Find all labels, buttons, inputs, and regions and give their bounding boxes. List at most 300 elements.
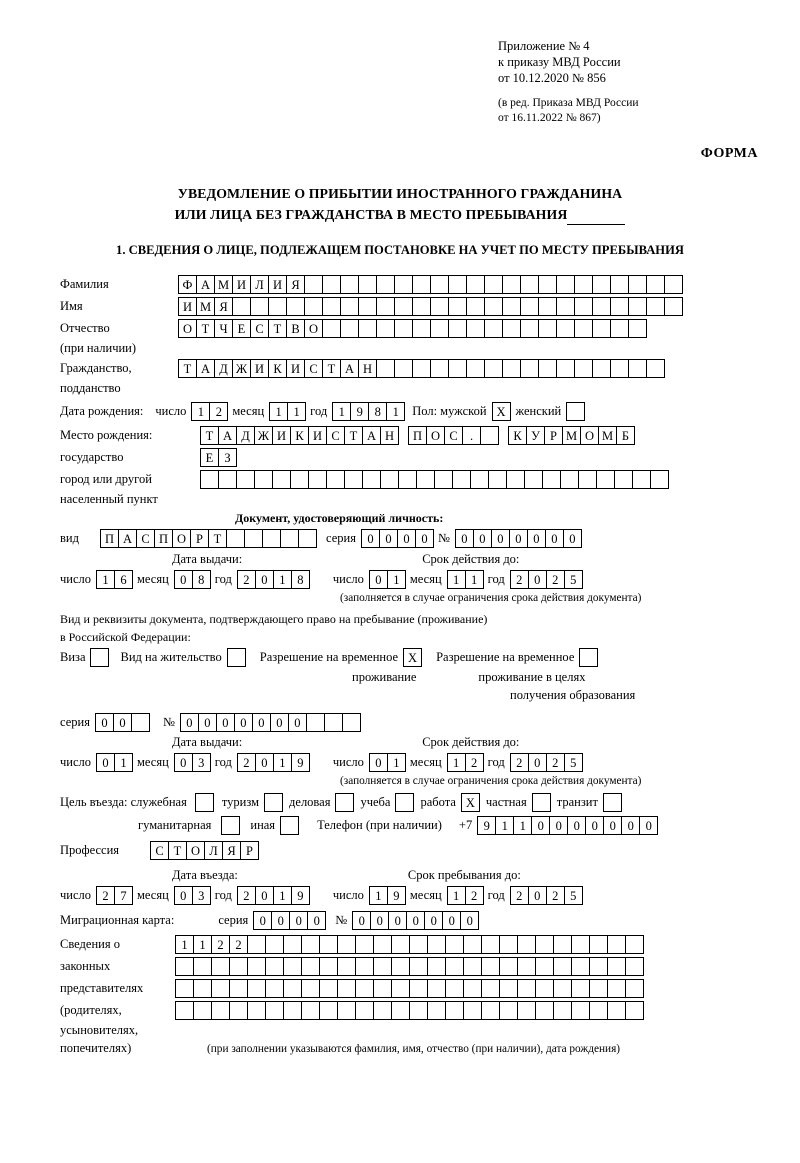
char-cell[interactable]: [376, 275, 395, 294]
char-cell[interactable]: [578, 470, 597, 489]
char-cell[interactable]: 0: [509, 529, 528, 548]
char-cell[interactable]: [394, 275, 413, 294]
char-cell[interactable]: 1: [447, 886, 466, 905]
char-cell[interactable]: [610, 297, 629, 316]
birthplace-input-row3[interactable]: [200, 470, 668, 489]
char-cell[interactable]: 0: [528, 570, 547, 589]
char-cell[interactable]: 2: [237, 753, 256, 772]
birth-day-input[interactable]: [191, 402, 227, 421]
char-cell[interactable]: 0: [252, 713, 271, 732]
char-cell[interactable]: К: [290, 426, 309, 445]
char-cell[interactable]: [628, 359, 647, 378]
char-cell[interactable]: З: [218, 448, 237, 467]
char-cell[interactable]: [484, 275, 503, 294]
char-cell[interactable]: С: [304, 359, 323, 378]
char-cell[interactable]: [592, 319, 611, 338]
char-cell[interactable]: [265, 979, 284, 998]
char-cell[interactable]: [301, 935, 320, 954]
permit-residence-checkbox[interactable]: [227, 648, 246, 667]
char-cell[interactable]: Р: [240, 841, 259, 860]
char-cell[interactable]: [340, 297, 359, 316]
char-cell[interactable]: 2: [237, 886, 256, 905]
char-cell[interactable]: 2: [510, 753, 529, 772]
char-cell[interactable]: 9: [387, 886, 406, 905]
char-cell[interactable]: [298, 529, 317, 548]
char-cell[interactable]: 2: [465, 886, 484, 905]
char-cell[interactable]: [466, 319, 485, 338]
char-cell[interactable]: [632, 470, 651, 489]
char-cell[interactable]: [262, 529, 281, 548]
char-cell[interactable]: 0: [174, 886, 193, 905]
char-cell[interactable]: 0: [491, 529, 510, 548]
char-cell[interactable]: [625, 979, 644, 998]
char-cell[interactable]: [463, 979, 482, 998]
char-cell[interactable]: [283, 957, 302, 976]
permit-valid-year-input[interactable]: [510, 753, 582, 772]
char-cell[interactable]: 1: [387, 753, 406, 772]
entry-month-input[interactable]: [174, 886, 210, 905]
char-cell[interactable]: 1: [465, 570, 484, 589]
char-cell[interactable]: [466, 297, 485, 316]
char-cell[interactable]: [520, 275, 539, 294]
char-cell[interactable]: О: [172, 529, 191, 548]
char-cell[interactable]: Ж: [254, 426, 273, 445]
migration-series-input[interactable]: [253, 911, 325, 930]
char-cell[interactable]: [211, 1001, 230, 1020]
birth-year-input[interactable]: [332, 402, 404, 421]
char-cell[interactable]: 0: [397, 529, 416, 548]
char-cell[interactable]: [463, 1001, 482, 1020]
char-cell[interactable]: [355, 1001, 374, 1020]
char-cell[interactable]: [574, 319, 593, 338]
char-cell[interactable]: [218, 470, 237, 489]
char-cell[interactable]: [358, 319, 377, 338]
char-cell[interactable]: 0: [95, 713, 114, 732]
char-cell[interactable]: [342, 713, 361, 732]
char-cell[interactable]: 5: [564, 753, 583, 772]
char-cell[interactable]: [481, 935, 500, 954]
char-cell[interactable]: Т: [344, 426, 363, 445]
char-cell[interactable]: [448, 359, 467, 378]
char-cell[interactable]: К: [508, 426, 527, 445]
identity-valid-day-input[interactable]: [369, 570, 405, 589]
char-cell[interactable]: [470, 470, 489, 489]
char-cell[interactable]: [229, 1001, 248, 1020]
char-cell[interactable]: Л: [250, 275, 269, 294]
birth-month-input[interactable]: [269, 402, 305, 421]
permit-temp-checkbox[interactable]: X: [403, 648, 422, 667]
char-cell[interactable]: .: [462, 426, 481, 445]
char-cell[interactable]: [481, 957, 500, 976]
char-cell[interactable]: Е: [232, 319, 251, 338]
char-cell[interactable]: [542, 470, 561, 489]
permit-series-input[interactable]: [95, 713, 149, 732]
char-cell[interactable]: [283, 1001, 302, 1020]
char-cell[interactable]: Р: [190, 529, 209, 548]
char-cell[interactable]: [319, 935, 338, 954]
permit-visa-checkbox[interactable]: [90, 648, 109, 667]
char-cell[interactable]: 0: [270, 713, 289, 732]
char-cell[interactable]: 2: [510, 570, 529, 589]
char-cell[interactable]: [571, 957, 590, 976]
purpose-tourism-checkbox[interactable]: [264, 793, 283, 812]
char-cell[interactable]: [427, 935, 446, 954]
char-cell[interactable]: [481, 979, 500, 998]
char-cell[interactable]: [556, 359, 575, 378]
char-cell[interactable]: [607, 1001, 626, 1020]
char-cell[interactable]: 1: [287, 402, 306, 421]
char-cell[interactable]: Д: [236, 426, 255, 445]
char-cell[interactable]: 0: [455, 529, 474, 548]
char-cell[interactable]: О: [178, 319, 197, 338]
char-cell[interactable]: [589, 957, 608, 976]
char-cell[interactable]: 0: [549, 816, 568, 835]
purpose-business-checkbox[interactable]: [335, 793, 354, 812]
char-cell[interactable]: [596, 470, 615, 489]
char-cell[interactable]: [265, 935, 284, 954]
char-cell[interactable]: 2: [546, 753, 565, 772]
char-cell[interactable]: [412, 359, 431, 378]
char-cell[interactable]: [283, 935, 302, 954]
char-cell[interactable]: [466, 359, 485, 378]
char-cell[interactable]: [646, 359, 665, 378]
char-cell[interactable]: Я: [286, 275, 305, 294]
char-cell[interactable]: [592, 359, 611, 378]
char-cell[interactable]: 1: [114, 753, 133, 772]
char-cell[interactable]: [517, 979, 536, 998]
char-cell[interactable]: 0: [370, 911, 389, 930]
char-cell[interactable]: [506, 470, 525, 489]
char-cell[interactable]: [236, 470, 255, 489]
char-cell[interactable]: [589, 935, 608, 954]
char-cell[interactable]: [607, 979, 626, 998]
char-cell[interactable]: [646, 275, 665, 294]
char-cell[interactable]: [398, 470, 417, 489]
char-cell[interactable]: [463, 935, 482, 954]
char-cell[interactable]: 0: [361, 529, 380, 548]
char-cell[interactable]: [326, 470, 345, 489]
char-cell[interactable]: [229, 957, 248, 976]
char-cell[interactable]: [650, 470, 669, 489]
char-cell[interactable]: [646, 297, 665, 316]
char-cell[interactable]: 1: [193, 935, 212, 954]
char-cell[interactable]: [286, 297, 305, 316]
char-cell[interactable]: [244, 529, 263, 548]
char-cell[interactable]: [265, 1001, 284, 1020]
char-cell[interactable]: 0: [255, 570, 274, 589]
char-cell[interactable]: [193, 979, 212, 998]
citizenship-input[interactable]: [178, 359, 664, 378]
cell-group[interactable]: [408, 426, 498, 445]
char-cell[interactable]: [517, 935, 536, 954]
char-cell[interactable]: [589, 979, 608, 998]
char-cell[interactable]: [610, 359, 629, 378]
char-cell[interactable]: [247, 979, 266, 998]
char-cell[interactable]: [466, 275, 485, 294]
char-cell[interactable]: Т: [200, 426, 219, 445]
char-cell[interactable]: [538, 275, 557, 294]
char-cell[interactable]: [355, 935, 374, 954]
char-cell[interactable]: 0: [113, 713, 132, 732]
char-cell[interactable]: И: [250, 359, 269, 378]
char-cell[interactable]: И: [308, 426, 327, 445]
char-cell[interactable]: [232, 297, 251, 316]
char-cell[interactable]: [571, 1001, 590, 1020]
stay-day-input[interactable]: [369, 886, 405, 905]
char-cell[interactable]: [448, 297, 467, 316]
char-cell[interactable]: [319, 957, 338, 976]
char-cell[interactable]: 0: [198, 713, 217, 732]
char-cell[interactable]: 6: [114, 570, 133, 589]
birthplace-input-row1[interactable]: [200, 426, 634, 445]
char-cell[interactable]: [607, 957, 626, 976]
char-cell[interactable]: [535, 935, 554, 954]
char-cell[interactable]: 1: [273, 886, 292, 905]
char-cell[interactable]: [517, 957, 536, 976]
char-cell[interactable]: [301, 979, 320, 998]
char-cell[interactable]: [355, 979, 374, 998]
identity-type-input[interactable]: [100, 529, 316, 548]
char-cell[interactable]: 2: [211, 935, 230, 954]
char-cell[interactable]: [200, 470, 219, 489]
char-cell[interactable]: [301, 1001, 320, 1020]
char-cell[interactable]: М: [214, 275, 233, 294]
char-cell[interactable]: С: [250, 319, 269, 338]
char-cell[interactable]: 2: [229, 935, 248, 954]
char-cell[interactable]: 0: [424, 911, 443, 930]
char-cell[interactable]: [409, 935, 428, 954]
char-cell[interactable]: И: [232, 275, 251, 294]
char-cell[interactable]: [409, 957, 428, 976]
cell-group[interactable]: [200, 426, 398, 445]
char-cell[interactable]: 0: [473, 529, 492, 548]
char-cell[interactable]: [430, 359, 449, 378]
purpose-other-checkbox[interactable]: [280, 816, 299, 835]
char-cell[interactable]: [628, 275, 647, 294]
char-cell[interactable]: [502, 359, 521, 378]
char-cell[interactable]: [607, 935, 626, 954]
char-cell[interactable]: [488, 470, 507, 489]
char-cell[interactable]: 5: [564, 570, 583, 589]
char-cell[interactable]: [226, 529, 245, 548]
char-cell[interactable]: [445, 979, 464, 998]
char-cell[interactable]: [430, 297, 449, 316]
char-cell[interactable]: [358, 275, 377, 294]
char-cell[interactable]: 3: [192, 886, 211, 905]
char-cell[interactable]: [175, 957, 194, 976]
char-cell[interactable]: [628, 297, 647, 316]
char-cell[interactable]: [484, 319, 503, 338]
char-cell[interactable]: [290, 470, 309, 489]
char-cell[interactable]: 0: [174, 753, 193, 772]
char-cell[interactable]: 0: [603, 816, 622, 835]
char-cell[interactable]: [430, 275, 449, 294]
char-cell[interactable]: П: [100, 529, 119, 548]
char-cell[interactable]: 0: [563, 529, 582, 548]
char-cell[interactable]: 7: [114, 886, 133, 905]
permit-valid-month-input[interactable]: [447, 753, 483, 772]
char-cell[interactable]: [322, 319, 341, 338]
char-cell[interactable]: [193, 1001, 212, 1020]
char-cell[interactable]: [376, 319, 395, 338]
char-cell[interactable]: [337, 1001, 356, 1020]
purpose-study-checkbox[interactable]: [395, 793, 414, 812]
char-cell[interactable]: [520, 319, 539, 338]
char-cell[interactable]: 2: [96, 886, 115, 905]
char-cell[interactable]: [409, 1001, 428, 1020]
char-cell[interactable]: Л: [204, 841, 223, 860]
char-cell[interactable]: В: [286, 319, 305, 338]
char-cell[interactable]: [247, 1001, 266, 1020]
char-cell[interactable]: [664, 297, 683, 316]
char-cell[interactable]: Д: [214, 359, 233, 378]
char-cell[interactable]: О: [580, 426, 599, 445]
char-cell[interactable]: 1: [332, 402, 351, 421]
char-cell[interactable]: 1: [495, 816, 514, 835]
char-cell[interactable]: [362, 470, 381, 489]
char-cell[interactable]: [574, 275, 593, 294]
char-cell[interactable]: 0: [528, 753, 547, 772]
sex-male-checkbox[interactable]: X: [492, 402, 511, 421]
purpose-private-checkbox[interactable]: [532, 793, 551, 812]
char-cell[interactable]: [484, 359, 503, 378]
char-cell[interactable]: [502, 275, 521, 294]
char-cell[interactable]: [324, 713, 343, 732]
char-cell[interactable]: М: [196, 297, 215, 316]
char-cell[interactable]: [376, 359, 395, 378]
char-cell[interactable]: 2: [465, 753, 484, 772]
char-cell[interactable]: Т: [208, 529, 227, 548]
permit-issue-year-input[interactable]: [237, 753, 309, 772]
char-cell[interactable]: 0: [415, 529, 434, 548]
char-cell[interactable]: 0: [585, 816, 604, 835]
char-cell[interactable]: [131, 713, 150, 732]
permit-issue-day-input[interactable]: [96, 753, 132, 772]
char-cell[interactable]: 0: [271, 911, 290, 930]
char-cell[interactable]: 1: [273, 570, 292, 589]
char-cell[interactable]: 0: [406, 911, 425, 930]
char-cell[interactable]: [434, 470, 453, 489]
stay-year-input[interactable]: [510, 886, 582, 905]
char-cell[interactable]: А: [218, 426, 237, 445]
char-cell[interactable]: [427, 957, 446, 976]
char-cell[interactable]: [247, 935, 266, 954]
char-cell[interactable]: 2: [546, 886, 565, 905]
char-cell[interactable]: [427, 1001, 446, 1020]
char-cell[interactable]: [535, 979, 554, 998]
cell-group[interactable]: [508, 426, 634, 445]
char-cell[interactable]: [481, 1001, 500, 1020]
char-cell[interactable]: К: [268, 359, 287, 378]
char-cell[interactable]: [524, 470, 543, 489]
char-cell[interactable]: [412, 319, 431, 338]
char-cell[interactable]: 0: [621, 816, 640, 835]
char-cell[interactable]: [452, 470, 471, 489]
char-cell[interactable]: [175, 979, 194, 998]
char-cell[interactable]: [391, 957, 410, 976]
char-cell[interactable]: 9: [477, 816, 496, 835]
char-cell[interactable]: [463, 957, 482, 976]
char-cell[interactable]: 0: [307, 911, 326, 930]
char-cell[interactable]: [340, 275, 359, 294]
char-cell[interactable]: Ч: [214, 319, 233, 338]
char-cell[interactable]: 8: [368, 402, 387, 421]
char-cell[interactable]: [319, 1001, 338, 1020]
char-cell[interactable]: Н: [358, 359, 377, 378]
char-cell[interactable]: [480, 426, 499, 445]
char-cell[interactable]: Е: [200, 448, 219, 467]
char-cell[interactable]: О: [304, 319, 323, 338]
char-cell[interactable]: [308, 470, 327, 489]
char-cell[interactable]: О: [426, 426, 445, 445]
char-cell[interactable]: [556, 319, 575, 338]
char-cell[interactable]: Т: [268, 319, 287, 338]
char-cell[interactable]: 0: [180, 713, 199, 732]
char-cell[interactable]: 2: [546, 570, 565, 589]
char-cell[interactable]: [535, 1001, 554, 1020]
char-cell[interactable]: И: [272, 426, 291, 445]
char-cell[interactable]: 2: [237, 570, 256, 589]
char-cell[interactable]: [409, 979, 428, 998]
char-cell[interactable]: [344, 470, 363, 489]
char-cell[interactable]: А: [118, 529, 137, 548]
char-cell[interactable]: 0: [567, 816, 586, 835]
char-cell[interactable]: 1: [386, 402, 405, 421]
char-cell[interactable]: [517, 1001, 536, 1020]
char-cell[interactable]: [229, 979, 248, 998]
char-cell[interactable]: С: [150, 841, 169, 860]
char-cell[interactable]: [625, 935, 644, 954]
identity-valid-year-input[interactable]: [510, 570, 582, 589]
char-cell[interactable]: [625, 1001, 644, 1020]
char-cell[interactable]: 0: [96, 753, 115, 772]
char-cell[interactable]: И: [286, 359, 305, 378]
char-cell[interactable]: 1: [387, 570, 406, 589]
char-cell[interactable]: 0: [388, 911, 407, 930]
name-input[interactable]: [178, 297, 682, 316]
char-cell[interactable]: [520, 359, 539, 378]
char-cell[interactable]: [412, 275, 431, 294]
char-cell[interactable]: [553, 979, 572, 998]
char-cell[interactable]: [445, 957, 464, 976]
char-cell[interactable]: А: [196, 275, 215, 294]
char-cell[interactable]: [427, 979, 446, 998]
char-cell[interactable]: 0: [255, 753, 274, 772]
char-cell[interactable]: [337, 935, 356, 954]
char-cell[interactable]: 5: [564, 886, 583, 905]
char-cell[interactable]: [250, 297, 269, 316]
profession-input[interactable]: [150, 841, 258, 860]
entry-year-input[interactable]: [237, 886, 309, 905]
char-cell[interactable]: [373, 935, 392, 954]
char-cell[interactable]: [272, 470, 291, 489]
char-cell[interactable]: И: [178, 297, 197, 316]
char-cell[interactable]: 9: [291, 753, 310, 772]
char-cell[interactable]: 1: [369, 886, 388, 905]
char-cell[interactable]: [571, 935, 590, 954]
char-cell[interactable]: [268, 297, 287, 316]
char-cell[interactable]: [416, 470, 435, 489]
char-cell[interactable]: [355, 957, 374, 976]
char-cell[interactable]: [280, 529, 299, 548]
char-cell[interactable]: [211, 979, 230, 998]
char-cell[interactable]: [319, 979, 338, 998]
identity-issue-day-input[interactable]: [96, 570, 132, 589]
char-cell[interactable]: [380, 470, 399, 489]
char-cell[interactable]: 3: [192, 753, 211, 772]
char-cell[interactable]: [337, 957, 356, 976]
identity-number-input[interactable]: [455, 529, 581, 548]
